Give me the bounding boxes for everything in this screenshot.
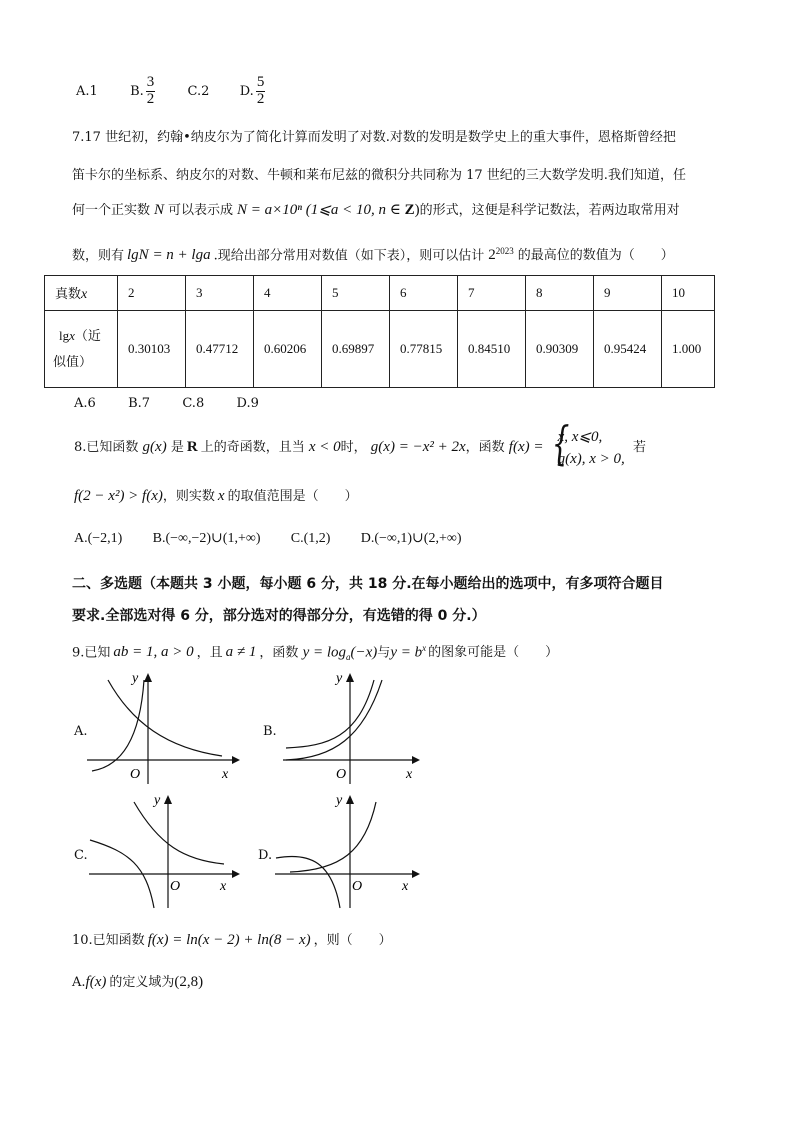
- q6-option-d: D. $\frac{5}{2}$: [239, 74, 265, 107]
- axis-label-y: y: [132, 671, 139, 686]
- table-cell: 0.95424: [594, 311, 662, 388]
- log-table: [44, 275, 715, 388]
- table-cell: 6: [390, 276, 458, 311]
- q9-graph-d: [270, 790, 422, 910]
- q8-line-2: f(2 − x²) > f(x)，则实数 x 的取值范围是（ ）: [74, 488, 358, 504]
- q6-options: [76, 72, 267, 112]
- section-2-heading-line-1: 二、多选题（本题共 3 小题，每小题 6 分，共 18 分.在每小题给出的选项中，有多项符合题目: [72, 576, 664, 592]
- axis-label-x: x: [402, 879, 409, 894]
- table-cell: 0.30103: [118, 311, 186, 388]
- log-table-row-label: lgx（近 似值）: [45, 311, 118, 388]
- section-2-heading-line-2: 要求.全部选对得 6 分，部分选对的得部分分，有选错的得 0 分.）: [72, 608, 486, 624]
- table-cell: 3: [186, 276, 254, 311]
- table-cell: 9: [594, 276, 662, 311]
- q8-option-a: A.(−2,1): [74, 531, 123, 546]
- q9-graph-a: [82, 668, 242, 786]
- axis-label-y: y: [336, 671, 343, 686]
- axis-label-x: x: [220, 879, 227, 894]
- table-cell: 0.77815: [390, 311, 458, 388]
- q6-option-a: A.1: [76, 84, 98, 99]
- q6-option-c: C.2: [187, 84, 210, 99]
- table-cell: 7: [458, 276, 526, 311]
- q7-line-3: 何一个正实数 N 可以表示成 N = a×10ⁿ (1⩽a < 10, n ∈ Z)的形式，这便是科学记数法，若两边取常用对: [72, 202, 680, 218]
- q9-graph-c: [84, 790, 242, 910]
- q9-graph-d-label: D.: [258, 848, 273, 863]
- q8-option-c: C.(1,2): [290, 531, 331, 546]
- origin-label: O: [130, 767, 141, 782]
- q7-option-a: A.6: [74, 396, 96, 411]
- table-cell: 1.000: [662, 311, 715, 388]
- q9-graph-c-label: C.: [74, 848, 88, 863]
- q9-stem: 9.已知 ab = 1, a > 0 ，且 a ≠ 1 ，函数 $y = \log_a(-x)$与$y = b^x$ 的图象可能是（ ）: [72, 643, 559, 662]
- piecewise-cases: { x, x⩽0, g(x), x > 0,: [551, 415, 625, 470]
- brace-icon: {: [551, 415, 570, 470]
- q9-graph-b-label: B.: [263, 724, 277, 739]
- table-cell: 2: [118, 276, 186, 311]
- axis-label-x: x: [406, 767, 413, 782]
- q8-option-d: D.(−∞,1)∪(2,+∞): [360, 531, 462, 546]
- axis-label-y: y: [154, 793, 161, 808]
- axis-label-y: y: [336, 793, 343, 808]
- table-cell: 8: [526, 276, 594, 311]
- log-table-header-label: 真数x: [45, 276, 118, 311]
- q8-line-1: 8.已知函数 g(x) 是 R 上的奇函数，且当 x < 0时， g(x) = −x² + 2x，函数 f(x) = { x, x⩽0, g(x), x > 0, 若: [74, 415, 646, 470]
- origin-label: O: [170, 879, 181, 894]
- q9-graph-a-label: A.: [74, 724, 88, 739]
- q7-options: [74, 396, 259, 411]
- table-cell: 0.90309: [526, 311, 594, 388]
- origin-label: O: [336, 767, 347, 782]
- log-table-value-row: [45, 311, 715, 388]
- q8-option-b: B.(−∞,−2)∪(1,+∞): [152, 531, 261, 546]
- axis-label-x: x: [222, 767, 229, 782]
- q9-graph-b: [278, 668, 420, 786]
- q7-line-1: 7.17 世纪初，约翰•纳皮尔为了简化计算而发明了对数.对数的发明是数学史上的重大事件，恩格斯曾经把: [72, 130, 676, 145]
- table-cell: 5: [322, 276, 390, 311]
- q7-line-2: 笛卡尔的坐标系、纳皮尔的对数、牛顿和莱布尼兹的微积分共同称为 17 世纪的三大数学发明.我们知道，任: [72, 168, 686, 183]
- q7-line-4: 数，则有 lgN = n + lga .现给出部分常用对数值（如下表），则可以估计 $2^{2023}$ 的最高位的数值为（ ）: [72, 246, 674, 264]
- table-cell: 0.69897: [322, 311, 390, 388]
- table-cell: 0.47712: [186, 311, 254, 388]
- log-table-header-row: [45, 276, 715, 311]
- table-cell: 10: [662, 276, 715, 311]
- q6-option-b: B. $\frac{3}{2}$: [130, 74, 155, 107]
- table-cell: 0.60206: [254, 311, 322, 388]
- table-cell: 0.84510: [458, 311, 526, 388]
- q7-option-c: C.8: [182, 396, 205, 411]
- table-cell: 4: [254, 276, 322, 311]
- origin-label: O: [352, 879, 363, 894]
- q10-stem: 10.已知函数 f(x) = ln(x − 2) + ln(8 − x) ，则（ ）: [72, 932, 392, 948]
- q10-option-a: A.f(x) 的定义域为(2,8): [72, 974, 204, 990]
- q7-option-d: D.9: [236, 396, 259, 411]
- q8-options: [74, 528, 461, 550]
- q7-option-b: B.7: [128, 396, 151, 411]
